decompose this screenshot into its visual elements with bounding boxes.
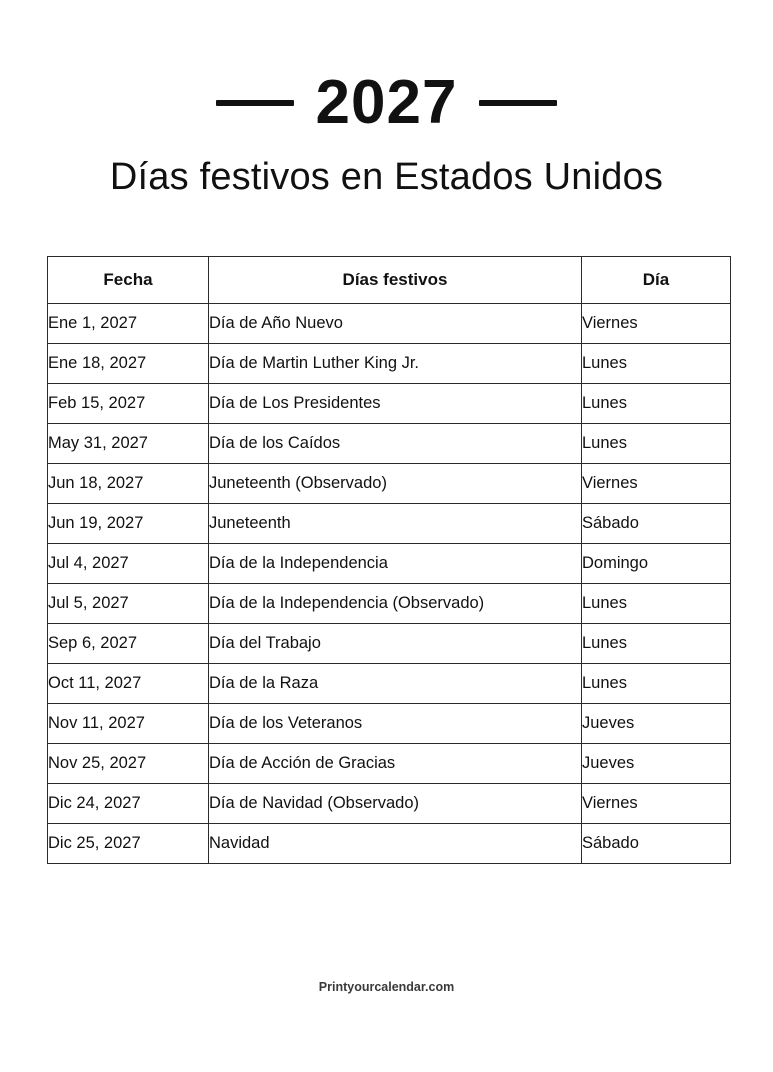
table-row [48,624,731,664]
cell-date: Oct 11, 2027 [48,664,209,704]
cell-date: Nov 11, 2027 [48,704,209,744]
table-row [48,704,731,744]
footer-source: Printyourcalendar.com [318,980,455,994]
cell-day: Sábado [582,504,731,544]
cell-holiday: Día de Los Presidentes [209,384,582,424]
cell-holiday: Navidad [209,824,582,864]
page-title [47,68,726,137]
cell-date: Ene 1, 2027 [48,304,209,344]
table-row [48,784,731,824]
table-row [48,544,731,584]
cell-date: Dic 24, 2027 [48,784,209,824]
cell-day: Viernes [582,784,731,824]
cell-date: Nov 25, 2027 [48,744,209,784]
cell-day: Lunes [582,624,731,664]
cell-day: Lunes [582,424,731,464]
cell-holiday: Día de Año Nuevo [209,304,582,344]
column-header-holiday: Días festivos [209,257,582,304]
cell-day: Domingo [582,544,731,584]
cell-holiday: Juneteenth [209,504,582,544]
cell-day: Viernes [582,304,731,344]
column-header-date: Fecha [48,257,209,304]
cell-holiday: Día de los Veteranos [209,704,582,744]
cell-date: Jul 4, 2027 [48,544,209,584]
cell-day: Lunes [582,384,731,424]
cell-date: Jun 19, 2027 [48,504,209,544]
table-row [48,424,731,464]
column-header-day: Día [582,257,731,304]
title-rule-right [479,100,557,106]
cell-day: Sábado [582,824,731,864]
cell-day: Jueves [582,744,731,784]
cell-date: Jul 5, 2027 [48,584,209,624]
table-row [48,504,731,544]
cell-holiday: Día de la Independencia (Observado) [209,584,582,624]
table-row [48,824,731,864]
cell-holiday: Día de la Raza [209,664,582,704]
page-subtitle: Días festivos en Estados Unidos [109,156,664,198]
cell-holiday: Día de Acción de Gracias [209,744,582,784]
calendar-page [0,68,773,1072]
table-row [48,584,731,624]
table-row [48,304,731,344]
table-row [48,464,731,504]
cell-day: Viernes [582,464,731,504]
cell-date: Jun 18, 2027 [48,464,209,504]
cell-holiday: Día de los Caídos [209,424,582,464]
cell-date: Sep 6, 2027 [48,624,209,664]
cell-holiday: Día de Navidad (Observado) [209,784,582,824]
cell-date: Feb 15, 2027 [48,384,209,424]
table-header [48,257,731,304]
cell-holiday: Día de Martin Luther King Jr. [209,344,582,384]
cell-day: Lunes [582,584,731,624]
cell-holiday: Juneteenth (Observado) [209,464,582,504]
cell-date: Ene 18, 2027 [48,344,209,384]
table-row [48,664,731,704]
cell-day: Lunes [582,664,731,704]
year-heading: 2027 [315,68,458,137]
cell-day: Jueves [582,704,731,744]
table-body [48,304,731,864]
holidays-table [47,256,731,864]
table-row [48,344,731,384]
cell-holiday: Día del Trabajo [209,624,582,664]
table-header-row [48,257,731,304]
table-row [48,384,731,424]
cell-date: May 31, 2027 [48,424,209,464]
title-rule-left [216,100,294,106]
cell-date: Dic 25, 2027 [48,824,209,864]
cell-holiday: Día de la Independencia [209,544,582,584]
cell-day: Lunes [582,344,731,384]
table-row [48,744,731,784]
